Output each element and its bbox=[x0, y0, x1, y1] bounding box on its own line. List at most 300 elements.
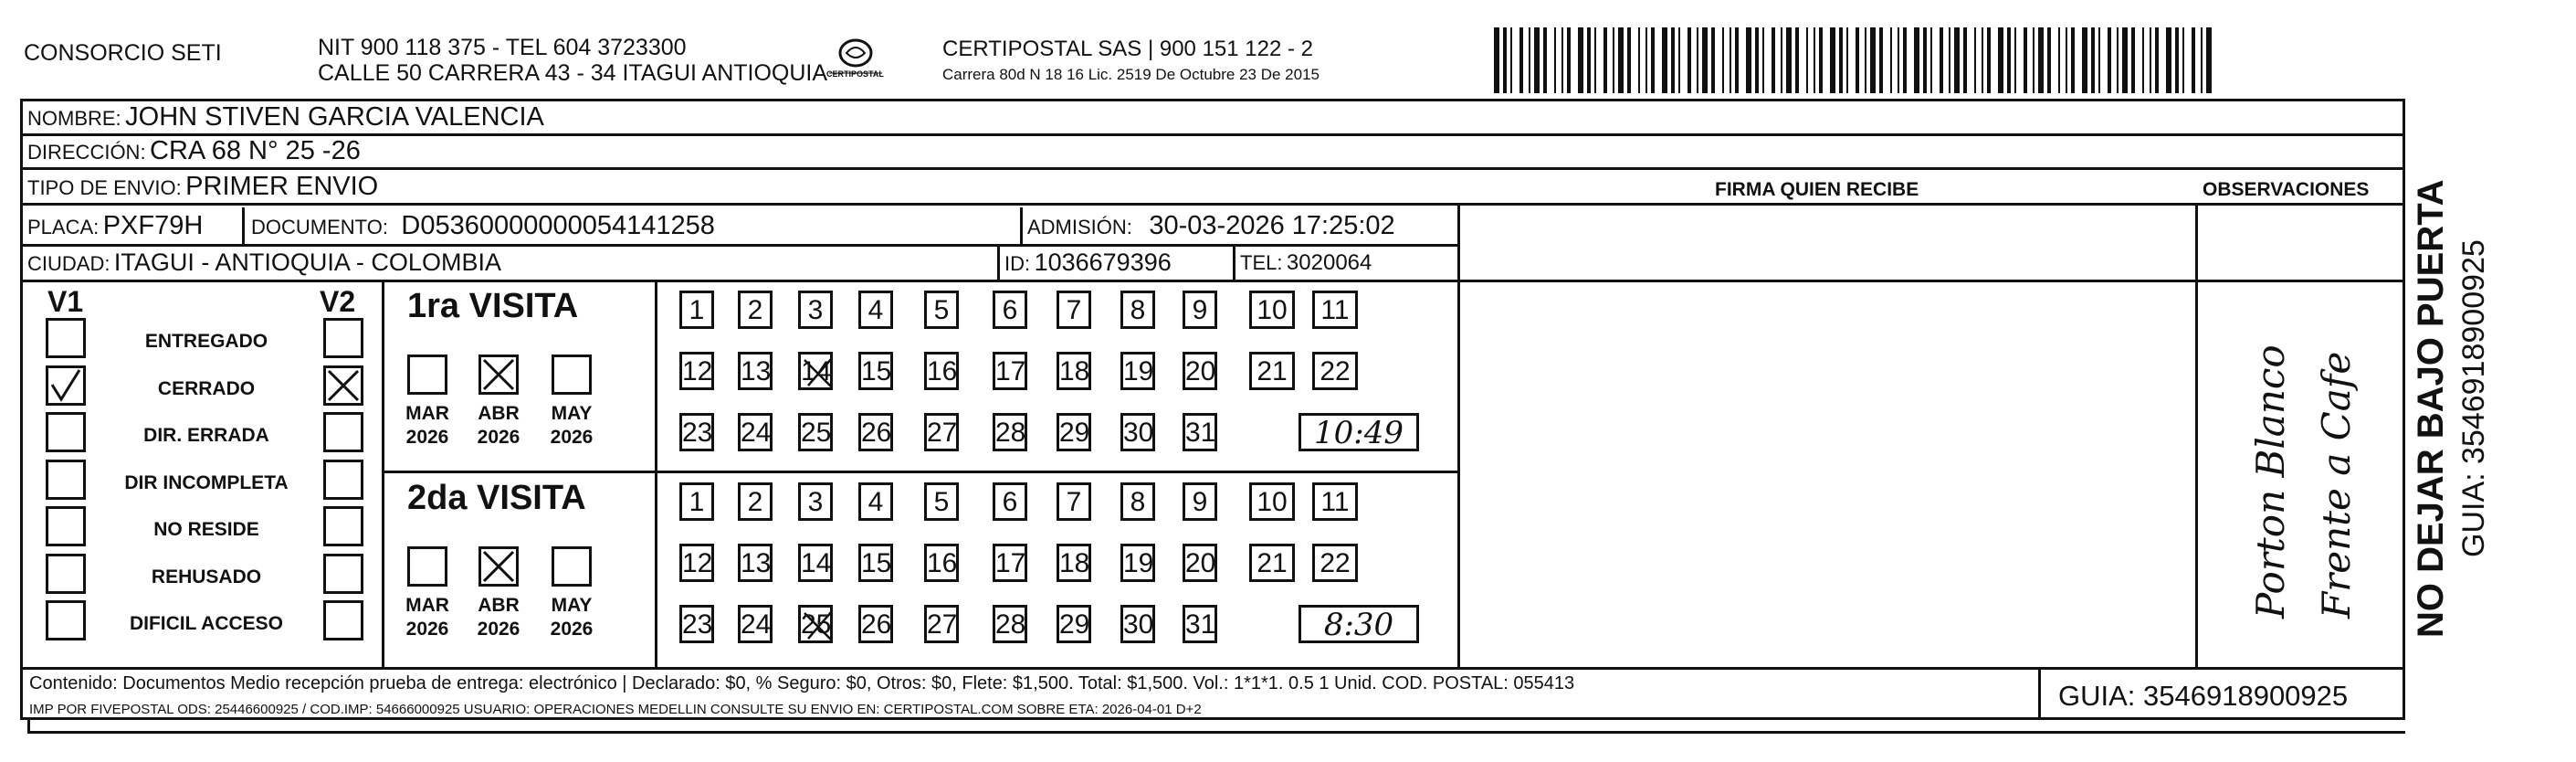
barcode-bar bbox=[1519, 27, 1523, 93]
visita-2-day-30[interactable] bbox=[1120, 605, 1155, 643]
admision-label: ADMISIÓN: bbox=[1027, 216, 1132, 238]
visita-1-day-11[interactable] bbox=[1312, 291, 1358, 329]
visita-2-day-26[interactable] bbox=[858, 605, 893, 643]
barcode-bar bbox=[1567, 27, 1571, 93]
visita-1-hora: 10:49 bbox=[1314, 415, 1404, 451]
visita-1-day-31[interactable] bbox=[1183, 413, 1217, 451]
guia-footer: GUIA: 3546918900925 bbox=[2058, 680, 2349, 712]
direccion-value: CRA 68 N° 25 -26 bbox=[150, 136, 361, 165]
visita-2-day-4[interactable] bbox=[858, 482, 893, 521]
id-value: 1036679396 bbox=[1034, 249, 1172, 276]
barcode-bar bbox=[1730, 27, 1731, 93]
visita-1-day-28[interactable] bbox=[993, 413, 1027, 451]
visita-1-month-label bbox=[544, 402, 599, 450]
day-number: 22 bbox=[1320, 548, 1351, 578]
visita-2-day-25[interactable] bbox=[798, 605, 833, 643]
visita-2-month-label bbox=[544, 594, 599, 641]
barcode-bar bbox=[1879, 27, 1883, 93]
barcode-bar bbox=[1814, 27, 1815, 93]
barcode-bar bbox=[1781, 27, 1782, 93]
visita-2-hora: 8:30 bbox=[1323, 607, 1394, 643]
barcode-bar bbox=[1870, 27, 1876, 93]
visita-2-day-14[interactable] bbox=[798, 544, 833, 582]
visita-2-day-3[interactable] bbox=[798, 482, 833, 521]
status-label-rehusado: REHUSADO bbox=[151, 566, 262, 587]
day-number: 24 bbox=[741, 609, 772, 640]
visita-2-day-24[interactable] bbox=[738, 605, 773, 643]
no-dejar-bajo-puerta: NO DEJAR BAJO PUERTA bbox=[2411, 179, 2451, 638]
barcode-bar bbox=[1974, 27, 1976, 93]
barcode-bar bbox=[1651, 27, 1655, 93]
visita-1-day-9[interactable] bbox=[1183, 291, 1217, 329]
license-line: Carrera 80d N 18 16 Lic. 2519 De Octubre 23 De 2015 bbox=[942, 66, 1320, 83]
barcode-bar bbox=[1534, 27, 1540, 93]
barcode-bar bbox=[1772, 27, 1775, 93]
barcode-bar bbox=[1688, 27, 1691, 93]
tel-field bbox=[1240, 250, 1372, 276]
visita-1-month-label bbox=[400, 402, 455, 450]
visita-1-day-24[interactable] bbox=[738, 413, 773, 451]
barcode-bar bbox=[1697, 27, 1698, 93]
guia-side: GUIA: 3546918900925 bbox=[2456, 239, 2491, 557]
barcode-bar bbox=[2131, 27, 2135, 93]
visita-1-month-checkbox-mar[interactable] bbox=[407, 355, 447, 395]
documento-label: DOCUMENTO: bbox=[251, 216, 388, 238]
visita-1-day-23[interactable] bbox=[679, 413, 714, 451]
visita-2-day-10[interactable] bbox=[1249, 482, 1295, 521]
day-number: 4 bbox=[867, 295, 884, 325]
barcode-bar bbox=[1949, 27, 1950, 93]
documento-value: D05360000000054141258 bbox=[401, 211, 715, 240]
v1-checkbox-entregado[interactable] bbox=[46, 318, 86, 358]
visita-1-day-18[interactable] bbox=[1057, 352, 1091, 390]
barcode-bar bbox=[2166, 27, 2171, 93]
v1-checkbox-dir-errada[interactable] bbox=[46, 412, 86, 452]
day-number: 24 bbox=[741, 418, 772, 448]
visita-2-day-16[interactable] bbox=[924, 544, 959, 582]
v1-header: V1 bbox=[47, 285, 84, 318]
visita-2-day-1[interactable] bbox=[679, 482, 714, 521]
day-number: 27 bbox=[927, 609, 958, 640]
status-label-entregado: ENTREGADO bbox=[144, 331, 268, 352]
status-label-dir-errada: DIR. ERRADA bbox=[143, 425, 269, 446]
barcode-bar bbox=[1963, 27, 1967, 93]
barcode-bar bbox=[1923, 27, 1927, 93]
observacion-line-1: Porton Blanco bbox=[2248, 344, 2293, 619]
visita-2-month-checkbox-mar[interactable] bbox=[407, 546, 447, 587]
day-number: 26 bbox=[861, 418, 892, 448]
visita-2-day-8[interactable] bbox=[1120, 482, 1155, 521]
nombre-label: NOMBRE: bbox=[27, 107, 121, 130]
id-field bbox=[1004, 249, 1172, 277]
barcode-bar bbox=[1930, 27, 1932, 93]
tipo-field bbox=[27, 172, 378, 202]
visita-1-day-21[interactable] bbox=[1249, 352, 1295, 390]
v1-checkbox-cerrado[interactable] bbox=[46, 365, 86, 406]
barcode-bar bbox=[2071, 27, 2075, 93]
day-number: 10 bbox=[1256, 487, 1288, 517]
day-number: 29 bbox=[1059, 609, 1090, 640]
barcode-bar bbox=[1830, 27, 1835, 93]
visita-2-day-31[interactable] bbox=[1183, 605, 1217, 643]
visita-2-month-checkbox-may[interactable] bbox=[552, 546, 592, 587]
barcode-bar bbox=[1603, 27, 1607, 93]
barcode-bar bbox=[1561, 27, 1563, 93]
observaciones-label: OBSERVACIONES bbox=[2203, 179, 2370, 200]
placa-field bbox=[27, 211, 203, 241]
day-number: 28 bbox=[995, 418, 1026, 448]
visita-2-day-15[interactable] bbox=[858, 544, 893, 582]
visita-1-day-19[interactable] bbox=[1120, 352, 1155, 390]
visita-2-day-13[interactable] bbox=[738, 544, 773, 582]
visita-1-day-16[interactable] bbox=[924, 352, 959, 390]
day-number: 6 bbox=[1002, 295, 1018, 325]
day-number: 1 bbox=[689, 295, 705, 325]
visita-2-day-29[interactable] bbox=[1057, 605, 1091, 643]
visita-1-day-14[interactable] bbox=[798, 352, 833, 390]
day-number: 30 bbox=[1123, 418, 1154, 448]
admision-value: 30-03-2026 17:25:02 bbox=[1149, 211, 1395, 240]
barcode-bar bbox=[1543, 27, 1547, 93]
v2-checkbox-no-reside[interactable] bbox=[323, 506, 363, 546]
barcode-bar bbox=[2192, 27, 2195, 93]
direccion-label: DIRECCIÓN: bbox=[27, 141, 146, 164]
day-number: 14 bbox=[801, 548, 832, 578]
v2-checkbox-entregado[interactable] bbox=[323, 318, 363, 358]
barcode-bar bbox=[2047, 27, 2051, 93]
firma-label: FIRMA QUIEN RECIBE bbox=[1715, 179, 1919, 200]
visita-1-day-15[interactable] bbox=[858, 352, 893, 390]
day-number: 19 bbox=[1123, 356, 1154, 386]
day-number: 25 bbox=[801, 609, 832, 640]
day-number: 15 bbox=[861, 548, 892, 578]
imp-text: IMP POR FIVEPOSTAL ODS: 25446600925 / COD.IMP: 54666000925 USUARIO: OPERACIONES MEDELLIN CONSULTE SU ENVIO EN: CERTIPOSTAL.COM SOBRE ETA: 2026-04-01 D+2 bbox=[29, 702, 1202, 717]
v2-checkbox-dir-errada[interactable] bbox=[323, 412, 363, 452]
tel-label: TEL: bbox=[1240, 251, 1283, 274]
day-number: 25 bbox=[801, 418, 832, 448]
day-number: 13 bbox=[741, 548, 772, 578]
tipo-value: PRIMER ENVIO bbox=[185, 172, 379, 201]
visita-1-month-checkbox-may[interactable] bbox=[552, 355, 592, 395]
barcode-bar bbox=[2082, 27, 2087, 93]
day-number: 29 bbox=[1059, 418, 1090, 448]
day-number: 16 bbox=[927, 356, 958, 386]
barcode-bar bbox=[1839, 27, 1843, 93]
day-number: 8 bbox=[1130, 487, 1146, 517]
barcode-bar bbox=[1819, 27, 1823, 93]
visita-1-day-26[interactable] bbox=[858, 413, 893, 451]
ciudad-value: ITAGUI - ANTIOQUIA - COLOMBIA bbox=[113, 249, 501, 276]
nit-line: NIT 900 118 375 - TEL 604 3723300 bbox=[318, 35, 687, 60]
visita-1-month-label bbox=[471, 402, 526, 450]
visita-1-day-13[interactable] bbox=[738, 352, 773, 390]
barcode-bar bbox=[1678, 27, 1680, 93]
day-number: 13 bbox=[741, 356, 772, 386]
tel-value: 3020064 bbox=[1286, 250, 1372, 275]
barcode-bar bbox=[1954, 27, 1960, 93]
day-number: 3 bbox=[807, 295, 824, 325]
visita-2-day-9[interactable] bbox=[1183, 482, 1217, 521]
visita-2-day-20[interactable] bbox=[1183, 544, 1217, 582]
visita-1-hora-box[interactable] bbox=[1299, 413, 1419, 451]
v1-checkbox-rehusado[interactable] bbox=[46, 554, 86, 594]
day-number: 7 bbox=[1066, 487, 1082, 517]
nombre-field bbox=[27, 102, 544, 132]
day-number: 7 bbox=[1066, 295, 1082, 325]
day-number: 9 bbox=[1192, 487, 1208, 517]
day-number: 4 bbox=[867, 487, 884, 517]
barcode-bar bbox=[1613, 27, 1614, 93]
barcode-bar bbox=[1587, 27, 1591, 93]
placa-value: PXF79H bbox=[102, 211, 204, 240]
visita-1-day-25[interactable] bbox=[798, 413, 833, 451]
day-number: 17 bbox=[995, 548, 1026, 578]
barcode-bar bbox=[2058, 27, 2060, 93]
barcode-bar bbox=[1722, 27, 1724, 93]
barcode-bar bbox=[2150, 27, 2151, 93]
visita-1-day-27[interactable] bbox=[924, 413, 959, 451]
barcode-bar bbox=[1755, 27, 1759, 93]
day-number: 2 bbox=[747, 295, 763, 325]
barcode-bar bbox=[2201, 27, 2203, 93]
visita-2-title: 2da VISITA bbox=[407, 479, 586, 517]
barcode-bar bbox=[1987, 27, 1991, 93]
month-name: MAY bbox=[551, 595, 593, 616]
visita-2-day-11[interactable] bbox=[1312, 482, 1358, 521]
day-number: 11 bbox=[1320, 487, 1350, 517]
day-number: 3 bbox=[807, 487, 824, 517]
day-number: 21 bbox=[1256, 356, 1288, 386]
status-label-dificil-acceso: DIFICIL ACCESO bbox=[129, 613, 283, 634]
barcode-bar bbox=[1903, 27, 1907, 93]
visita-2-month-checkbox-abr[interactable] bbox=[478, 546, 519, 587]
day-number: 10 bbox=[1256, 295, 1288, 325]
barcode-bar bbox=[1982, 27, 1983, 93]
day-number: 22 bbox=[1320, 356, 1351, 386]
month-year: 2026 bbox=[550, 619, 594, 640]
day-number: 9 bbox=[1192, 295, 1208, 325]
tipo-label: TIPO DE ENVIO: bbox=[27, 176, 182, 199]
visita-2-day-18[interactable] bbox=[1057, 544, 1091, 582]
v2-checkbox-dificil-acceso[interactable] bbox=[323, 600, 363, 640]
nombre-value: JOHN STIVEN GARCIA VALENCIA bbox=[125, 102, 544, 132]
barcode-bar bbox=[2098, 27, 2100, 93]
v2-checkbox-dir-incompleta[interactable] bbox=[323, 460, 363, 500]
barcode-bar bbox=[1627, 27, 1631, 93]
month-year: 2026 bbox=[550, 427, 594, 448]
visita-2-day-28[interactable] bbox=[993, 605, 1027, 643]
barcode-bar bbox=[1856, 27, 1859, 93]
status-label-dir-incompleta: DIR INCOMPLETA bbox=[124, 471, 289, 493]
barcode-bar bbox=[1846, 27, 1848, 93]
barcode-bar bbox=[1594, 27, 1596, 93]
day-number: 18 bbox=[1059, 548, 1090, 578]
visita-2-day-12[interactable] bbox=[679, 544, 714, 582]
visita-1-day-8[interactable] bbox=[1120, 291, 1155, 329]
ciudad-label: CIUDAD: bbox=[27, 252, 110, 275]
v2-checkbox-cerrado[interactable] bbox=[323, 365, 363, 406]
visita-1-day-2[interactable] bbox=[738, 291, 773, 329]
visita-2-month-label bbox=[471, 594, 526, 641]
placa-label: PLACA: bbox=[27, 216, 100, 238]
v1-checkbox-dificil-acceso[interactable] bbox=[46, 600, 86, 640]
visita-1-day-3[interactable] bbox=[798, 291, 833, 329]
barcode-bar bbox=[1806, 27, 1808, 93]
certipostal-logo bbox=[824, 35, 888, 86]
visita-2-day-19[interactable] bbox=[1120, 544, 1155, 582]
day-number: 17 bbox=[995, 356, 1026, 386]
day-number: 31 bbox=[1185, 609, 1216, 640]
barcode-bar bbox=[1898, 27, 1899, 93]
day-number: 31 bbox=[1185, 418, 1216, 448]
barcode-bar bbox=[1671, 27, 1675, 93]
visita-2-day-17[interactable] bbox=[993, 544, 1027, 582]
month-year: 2026 bbox=[405, 427, 449, 448]
day-number: 12 bbox=[682, 356, 713, 386]
barcode-bar bbox=[2175, 27, 2179, 93]
visita-1-day-5[interactable] bbox=[924, 291, 959, 329]
barcode-bar bbox=[2033, 27, 2035, 93]
barcode-bar bbox=[2142, 27, 2144, 93]
barcode-bar bbox=[2091, 27, 2095, 93]
barcode-bar bbox=[2155, 27, 2159, 93]
documento-field bbox=[251, 211, 715, 241]
barcode-bar bbox=[2117, 27, 2119, 93]
status-label-no-reside: NO RESIDE bbox=[153, 519, 259, 540]
month-year: 2026 bbox=[477, 427, 520, 448]
barcode-bar bbox=[1998, 27, 2003, 93]
visita-2-day-7[interactable] bbox=[1057, 482, 1091, 521]
day-number: 16 bbox=[927, 548, 958, 578]
status-label-cerrado: CERRADO bbox=[157, 377, 256, 399]
visita-1-day-30[interactable] bbox=[1120, 413, 1155, 451]
barcode-bar bbox=[2182, 27, 2184, 93]
barcode-bar bbox=[1735, 27, 1739, 93]
visita-2-month-label bbox=[400, 594, 455, 641]
visita-2-day-21[interactable] bbox=[1249, 544, 1295, 582]
barcode-bar bbox=[1890, 27, 1892, 93]
day-number: 30 bbox=[1123, 609, 1154, 640]
visita-1-title: 1ra VISITA bbox=[407, 287, 579, 325]
visita-1-day-12[interactable] bbox=[679, 352, 714, 390]
barcode-bar bbox=[1762, 27, 1764, 93]
visita-2-day-27[interactable] bbox=[924, 605, 959, 643]
barcode-bar bbox=[1494, 27, 1499, 93]
barcode-bar bbox=[1510, 27, 1512, 93]
visita-1-month-checkbox-abr[interactable] bbox=[478, 355, 519, 395]
ciudad-field bbox=[27, 249, 501, 277]
visita-1-day-7[interactable] bbox=[1057, 291, 1091, 329]
visita-2-day-22[interactable] bbox=[1312, 544, 1358, 582]
visita-1-day-29[interactable] bbox=[1057, 413, 1091, 451]
v1-checkbox-dir-incompleta[interactable] bbox=[46, 460, 86, 500]
barcode-bar bbox=[1645, 27, 1647, 93]
address-line: CALLE 50 CARRERA 43 - 34 ITAGUI ANTIOQUIA bbox=[318, 60, 828, 86]
visita-1-day-4[interactable] bbox=[858, 291, 893, 329]
barcode-bar bbox=[1702, 27, 1708, 93]
day-number: 27 bbox=[927, 418, 958, 448]
day-number: 8 bbox=[1130, 295, 1146, 325]
day-cross-mark bbox=[801, 608, 837, 653]
v1-checkbox-no-reside[interactable] bbox=[46, 506, 86, 546]
barcode-bar bbox=[1618, 27, 1624, 93]
day-number: 5 bbox=[933, 295, 950, 325]
direccion-field bbox=[27, 136, 361, 166]
barcode-bar bbox=[1578, 27, 1583, 93]
day-number: 1 bbox=[689, 487, 705, 517]
barcode-bar bbox=[1662, 27, 1667, 93]
day-number: 26 bbox=[861, 609, 892, 640]
barcode-bar bbox=[2014, 27, 2016, 93]
visita-1-day-20[interactable] bbox=[1183, 352, 1217, 390]
day-number: 14 bbox=[801, 356, 832, 386]
id-label: ID: bbox=[1004, 252, 1031, 275]
barcode-bar bbox=[1746, 27, 1751, 93]
barcode-bar bbox=[2038, 27, 2044, 93]
day-number: 23 bbox=[682, 609, 713, 640]
month-name: MAR bbox=[405, 403, 449, 424]
company-name: CONSORCIO SETI bbox=[24, 40, 222, 66]
visita-2-day-23[interactable] bbox=[679, 605, 714, 643]
month-year: 2026 bbox=[477, 619, 520, 640]
barcode-bar bbox=[2066, 27, 2067, 93]
v2-header: V2 bbox=[320, 285, 356, 318]
day-number: 28 bbox=[995, 609, 1026, 640]
month-name: ABR bbox=[478, 595, 520, 616]
barcode-bar bbox=[2024, 27, 2027, 93]
barcode-bar bbox=[1711, 27, 1715, 93]
v2-checkbox-rehusado[interactable] bbox=[323, 554, 363, 594]
logo-text: CERTIPOSTAL bbox=[826, 69, 884, 79]
day-number: 21 bbox=[1256, 548, 1288, 578]
visita-2-hora-box[interactable] bbox=[1299, 605, 1419, 643]
day-number: 15 bbox=[861, 356, 892, 386]
visita-1-day-17[interactable] bbox=[993, 352, 1027, 390]
visita-1-day-10[interactable] bbox=[1249, 291, 1295, 329]
day-number: 20 bbox=[1185, 356, 1216, 386]
certipostal-line: CERTIPOSTAL SAS | 900 151 122 - 2 bbox=[942, 37, 1313, 61]
barcode-bar bbox=[1786, 27, 1792, 93]
month-name: MAR bbox=[405, 595, 449, 616]
barcode-bar bbox=[2122, 27, 2128, 93]
barcode-bar bbox=[1865, 27, 1866, 93]
visita-1-day-6[interactable] bbox=[993, 291, 1027, 329]
barcode-bar bbox=[1940, 27, 1943, 93]
day-cross-mark bbox=[801, 355, 837, 400]
day-number: 11 bbox=[1320, 295, 1350, 325]
barcode-bar bbox=[1638, 27, 1640, 93]
visita-2-day-6[interactable] bbox=[993, 482, 1027, 521]
contenido-text: Contenido: Documentos Medio recepción prueba de entrega: electrónico | Declarado: $0, % Seguro: $0, Otros: $0, Flete: $1,500. Total: $1,500. Vol.: 1*1*1. 0.5 1 Unid. COD. POSTAL: 055413 bbox=[29, 673, 1575, 693]
visita-1-day-22[interactable] bbox=[1312, 352, 1358, 390]
barcode-bar bbox=[1554, 27, 1556, 93]
day-number: 19 bbox=[1123, 548, 1154, 578]
day-number: 12 bbox=[682, 548, 713, 578]
day-number: 23 bbox=[682, 418, 713, 448]
day-number: 2 bbox=[747, 487, 763, 517]
barcode-bar bbox=[1503, 27, 1507, 93]
barcode-bar bbox=[1914, 27, 1919, 93]
month-name: MAY bbox=[551, 403, 593, 424]
visita-2-day-2[interactable] bbox=[738, 482, 773, 521]
barcode-bar bbox=[1795, 27, 1799, 93]
admision-field bbox=[1027, 211, 1395, 241]
observaciones-box bbox=[2195, 203, 2405, 667]
day-number: 5 bbox=[933, 487, 950, 517]
month-year: 2026 bbox=[405, 619, 449, 640]
visita-1-day-1[interactable] bbox=[679, 291, 714, 329]
visita-2-day-5[interactable] bbox=[924, 482, 959, 521]
